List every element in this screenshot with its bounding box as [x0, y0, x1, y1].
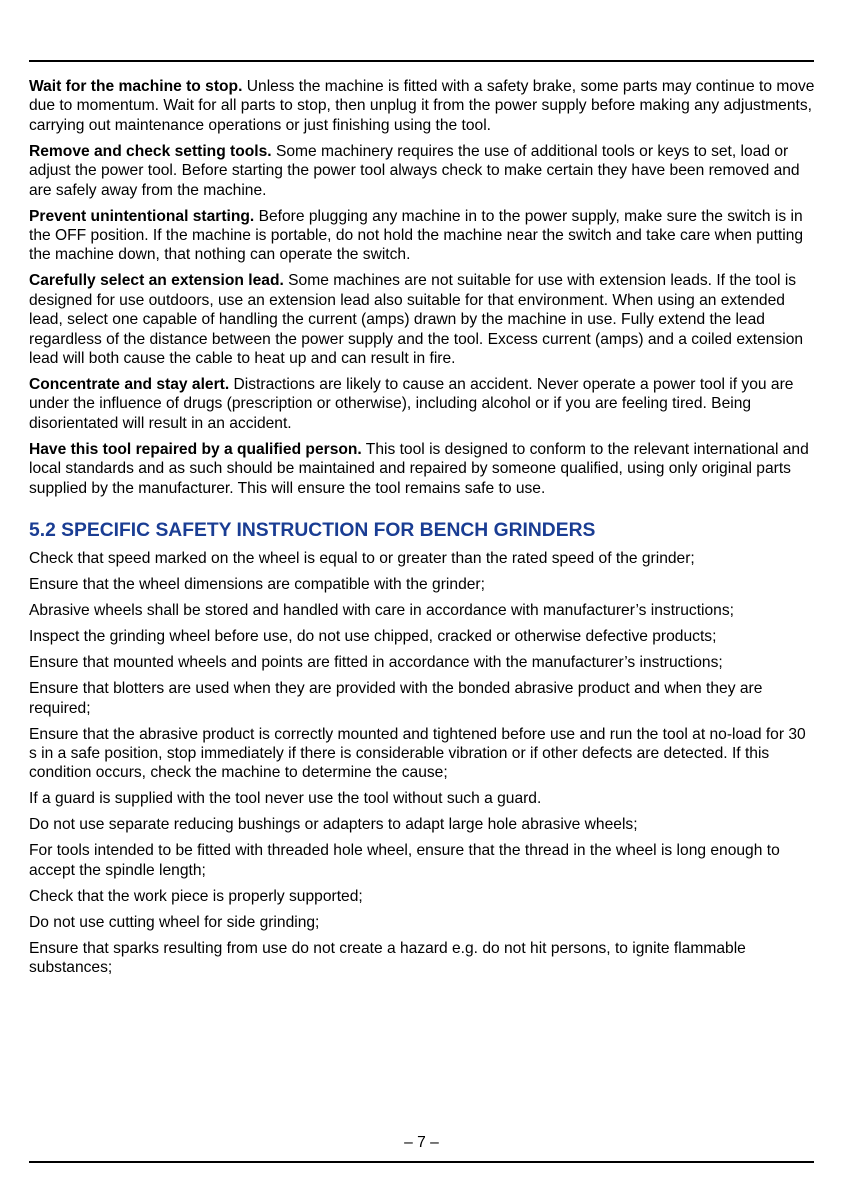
rule-paragraph [29, 207, 815, 265]
instruction-item: Ensure that blotters are used when they are provided with the bonded abrasive product and when they are required; [29, 680, 763, 717]
rule-text: Distractions are likely to cause an accident. Never operate a power tool if you are under the influence of drugs (prescription or otherwise), including alcohol or if you are feeling tired. Being disorientated will result in an accident. [29, 376, 794, 432]
rule-paragraph [29, 142, 815, 200]
rule-title: Prevent unintentional starting. [29, 207, 255, 225]
rule-title: Carefully select an extension lead. [29, 272, 284, 290]
instruction-item: Ensure that the abrasive product is correctly mounted and tightened before use and run the tool at no-load for 30 s in a safe position, stop immediately if there is considerable vibration or if other defects are detected. If this condition occurs, check the machine to determine the cause; [29, 725, 806, 782]
bottom-rule [29, 1161, 814, 1163]
rule-paragraph [29, 440, 815, 498]
rule-title: Wait for the machine to stop. [29, 78, 243, 95]
section-heading: 5.2 SPECIFIC SAFETY INSTRUCTION FOR BENCH GRINDERS [29, 520, 596, 542]
instruction-item: For tools intended to be fitted with threaded hole wheel, ensure that the thread in the wheel is long enough to accept the spindle length; [29, 842, 780, 879]
instruction-item: Abrasive wheels shall be stored and handled with care in accordance with manufacturer’s instructions; [29, 602, 734, 620]
top-rule [29, 60, 814, 62]
rule-text: This tool is designed to conform to the relevant international and local standards and as such should be maintained and repaired by someone qualified, using only original parts supplied by the manufacturer. This will ensure the tool remains safe to use. [29, 440, 809, 497]
instruction-item: Do not use separate reducing bushings or adapters to adapt large hole abrasive wheels; [29, 816, 638, 834]
rule-title: Concentrate and stay alert. [29, 376, 230, 394]
rule-text: Some machinery requires the use of additional tools or keys to set, load or adjust the power tool. Before starting the power tool always check to make certain they have been removed and are safely away from the machine. [29, 142, 800, 199]
rule-title: Remove and check setting tools. [29, 142, 272, 160]
rule-text: Unless the machine is fitted with a safety brake, some parts may continue to move due to momentum. Wait for all parts to stop, then unplug it from the power supply before making any adjustments, carrying out maintenance operations or just finishing using the tool. [29, 78, 815, 134]
rule-text: Before plugging any machine in to the power supply, make sure the switch is in the OFF position. If the machine is portable, do not hold the machine near the switch and take care when putting the machine down, that nothing can operate the switch. [29, 207, 804, 264]
instruction-item: If a guard is supplied with the tool never use the tool without such a guard. [29, 790, 542, 808]
rule-title: Have this tool repaired by a qualified person. [29, 440, 362, 458]
page-number: – 7 – [404, 1134, 439, 1151]
instruction-item: Check that speed marked on the wheel is equal to or greater than the rated speed of the grinder; [29, 550, 695, 568]
instruction-item: Inspect the grinding wheel before use, do not use chipped, cracked or otherwise defective products; [29, 628, 717, 646]
instruction-item: Ensure that mounted wheels and points are fitted in accordance with the manufacturer’s instructions; [29, 654, 723, 672]
rule-paragraph [29, 77, 815, 135]
instruction-item: Ensure that sparks resulting from use do not create a hazard e.g. do not hit persons, to ignite flammable substances; [29, 939, 746, 977]
instruction-item: Ensure that the wheel dimensions are compatible with the grinder; [29, 576, 485, 594]
rule-paragraph [29, 375, 815, 433]
instruction-item: Check that the work piece is properly supported; [29, 887, 363, 905]
page-content [29, 77, 815, 984]
rule-paragraph [29, 271, 815, 368]
instruction-item: Do not use cutting wheel for side grinding; [29, 913, 320, 931]
rule-text: Some machines are not suitable for use with extension leads. If the tool is designed for use outdoors, use an extension lead also suitable for that environment. When using an extended lead, select one capable of handling the current (amps) drawn by the machine in use. Fully extend the lead regardless of the distance between the power supply and the tool. Excess current (amps) and a coiled extension lead will both cause the cable to heat up and can result in fire. [29, 272, 804, 368]
